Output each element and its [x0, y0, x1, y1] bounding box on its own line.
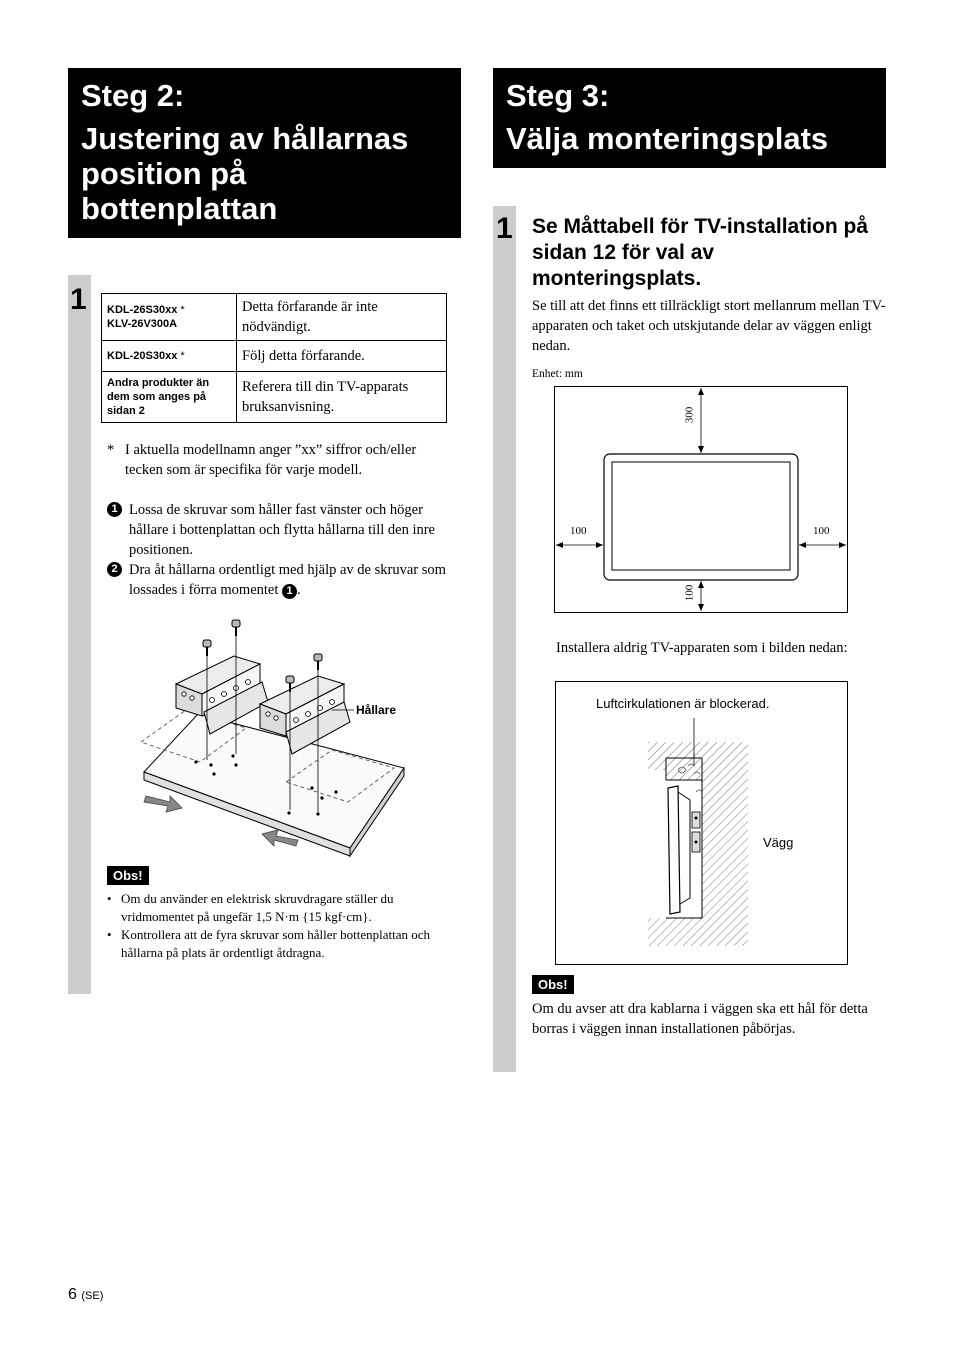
clearance-diagram [554, 386, 848, 613]
dim-top-label: 300 [683, 406, 696, 424]
list-item: • Kontrollera att de fyra skruvar som håller bottenplattan och hållarna på plats är ordentligt åtdragna. [107, 926, 462, 962]
page-lang: (SE) [81, 1290, 104, 1302]
step3-subtitle: Välja monteringsplats [506, 121, 829, 156]
holder-label: Hållare [356, 703, 397, 717]
obs-badge: Obs! [107, 866, 149, 885]
step2-subtitle: Justering av hållarnas position på bottenplattan [81, 121, 409, 226]
list-item: • Om du använder en elektrisk skruvdragare ställer du vridmomentet på ungefär 1,5 N·m {15 kgf·cm}. [107, 890, 462, 926]
wall-label: Vägg [763, 835, 794, 850]
instruction-2-text: Dra åt hållarna ordentligt med hjälp av de skruvar som lossades i förra momentet [129, 562, 446, 598]
clearance-svg [555, 387, 847, 612]
dim-left-label: 100 [570, 525, 587, 537]
model-table [101, 293, 447, 423]
step3-title: Steg 3: [506, 78, 610, 113]
instruction-2: 2 Dra åt hållarna ordentligt med hjälp av de skruvar som lossades i förra momentet 1 . [107, 560, 457, 600]
model-cell: Andra produkter än dem som anges på sidan 2 [102, 372, 237, 423]
step2-title: Steg 2: [81, 78, 185, 113]
step2-banner [68, 68, 461, 238]
footnote-mark: * [107, 442, 115, 458]
model-cell: KDL-20S30xx * [102, 341, 237, 372]
table-row [102, 294, 447, 341]
table-row [102, 372, 447, 423]
desc-cell: Följ detta förfarande. [237, 341, 447, 372]
obs-badge-right: Obs! [532, 975, 574, 994]
instruction-1-text: Lossa de skruvar som håller fast vänster och höger hållare i bottenplattan och flytta hållarna till den inre positionen. [129, 502, 435, 558]
dim-bottom-label: 100 [683, 584, 696, 602]
step2-step-number: 1 [70, 283, 87, 316]
desc-cell: Detta förfarande är inte nödvändigt. [237, 294, 447, 341]
step3-heading: Se Måttabell för TV-installation på sidan 12 för val av monteringsplats. [532, 215, 869, 290]
number-1-icon: 1 [107, 502, 122, 517]
model-cell: KDL-26S30xx * KLV-26V300A [102, 294, 237, 341]
footnote-text: I aktuella modellnamn anger ”xx” siffror och/eller tecken som är specifika för varje modell. [125, 442, 417, 478]
unit-label: Enhet: mm [532, 368, 583, 380]
step3-banner [493, 68, 886, 168]
desc-cell: Referera till din TV-apparats bruksanvisning. [237, 372, 447, 423]
step3-step-number: 1 [496, 212, 513, 245]
bracket-illustration [136, 612, 456, 862]
page-number: 6 [68, 1286, 77, 1303]
step2-sidebar [68, 275, 91, 994]
step3-body: Se till att det finns ett tillräckligt stort mellanrum mellan TV-apparaten och taket och utskjutande delar av väggen enligt nedan. [532, 298, 886, 354]
table-row [102, 341, 447, 372]
number-2-icon: 2 [107, 562, 122, 577]
airflow-label: Luftcirkulationen är blockerad. [596, 696, 770, 711]
wall-svg [556, 682, 847, 964]
instruction-1 [107, 500, 457, 560]
wall-diagram [555, 681, 848, 965]
page-footer [68, 1286, 103, 1304]
footnote [107, 440, 457, 480]
obs-text-right: Om du avser att dra kablarna i väggen ska ett hål för detta borras i väggen innan installationen påbörjas. [532, 1001, 868, 1037]
number-1-icon: 1 [282, 584, 297, 599]
step3-sidebar [493, 206, 516, 1072]
never-install-text: Installera aldrig TV-apparaten som i bilden nedan: [556, 640, 848, 656]
notes-list [107, 890, 462, 962]
dim-right-label: 100 [813, 525, 830, 537]
